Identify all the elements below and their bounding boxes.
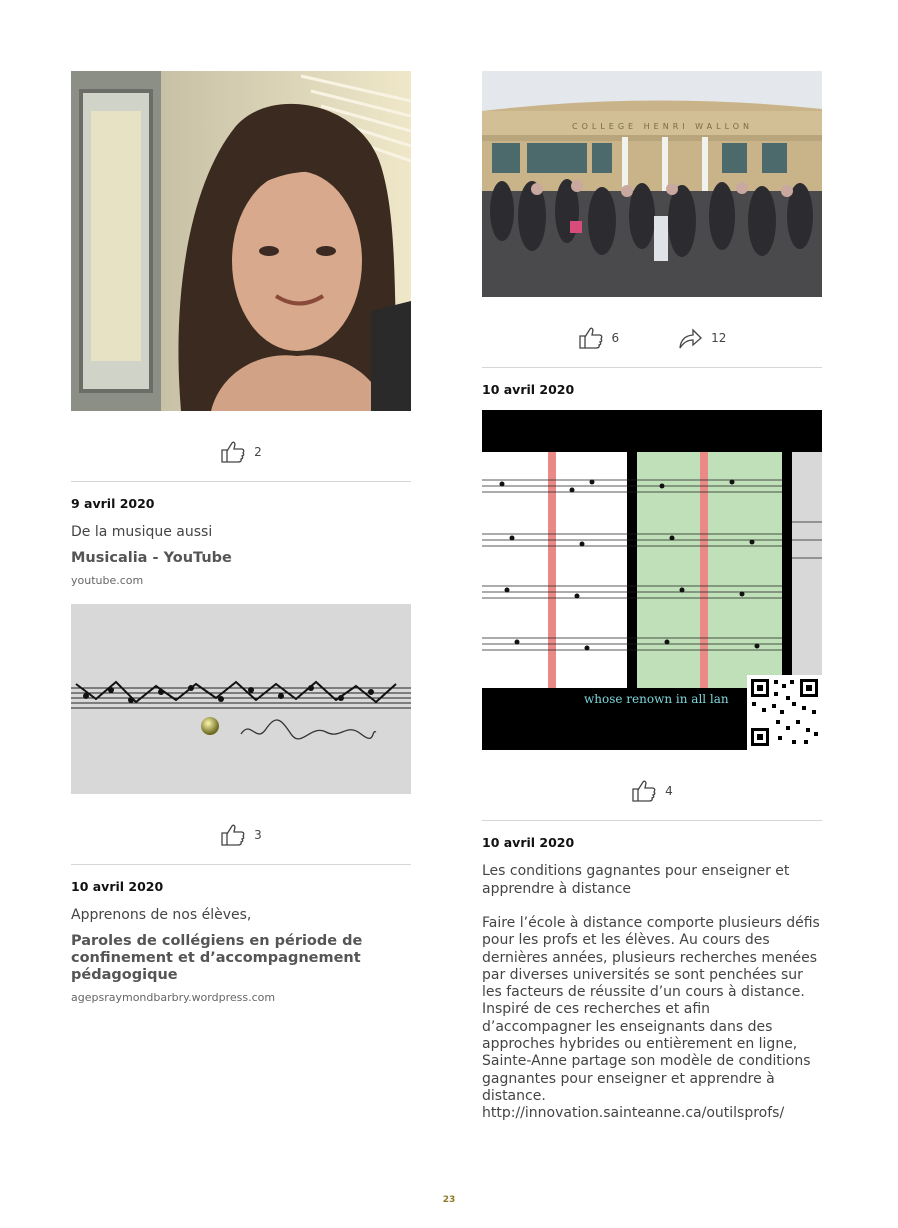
thumbs-up-icon [631,779,657,803]
post-date: 10 avril 2020 [482,382,575,397]
post-url[interactable]: http://innovation.sainteanne.ca/outilsprofs/ [482,1105,785,1122]
building-sign: COLLEGE HENRI WALLON [572,122,754,131]
post-date: 9 avril 2020 [71,496,155,511]
like-button[interactable] [578,326,620,350]
reactions-bar [71,437,411,467]
divider [71,481,411,482]
link-title[interactable]: Musicalia - YouTube [71,550,232,566]
qr-code [747,675,822,750]
like-count: 2 [254,445,262,459]
share-count: 12 [711,331,727,345]
like-count: 6 [611,331,620,345]
like-button[interactable] [631,779,673,803]
post-date: 10 avril 2020 [482,835,575,850]
divider [482,820,822,821]
link-title[interactable]: Paroles de collégiens en période de confinement et d’accompagnement pédagogique [71,933,363,983]
video-subtitle: whose renown in all lan [584,692,729,706]
post-intro: De la musique aussi [71,524,213,540]
divider [71,864,411,865]
portrait-photo[interactable] [71,71,411,411]
reactions-bar [482,776,822,806]
thumbs-up-icon [578,326,604,350]
school-building-illustration [482,71,822,297]
school-photo[interactable] [482,71,822,297]
like-button[interactable] [220,440,262,464]
left-column [71,71,411,1004]
share-arrow-icon [677,326,703,350]
page-number: 23 [442,1195,456,1205]
post-intro: Les conditions gagnantes pour enseigner et apprendre à distance [482,863,790,897]
link-source[interactable]: youtube.com [71,574,144,587]
post-body: Faire l’école à distance comporte plusieurs défis pour les profs et les élèves. Au cours des dernières années, plusieurs recherches menées par diverses universités se sont penchées sur les facteurs de réussite d’un cours à distance. Inspiré de ces recherches et afin d’accompagner les enseignants dans des approches hybrides ou entièrement en ligne, Sainte-Anne partage son modèle de conditions gagnantes pour enseigner et apprendre à distance. [482,915,820,1104]
bach-score-illustration [71,604,411,794]
right-column [482,71,822,1123]
like-count: 3 [254,828,262,842]
portrait-illustration [71,71,411,411]
like-count: 4 [665,784,673,798]
link-source[interactable]: agepsraymondbarbry.wordpress.com [71,991,276,1004]
like-button[interactable] [220,823,262,847]
reactions-bar [71,820,411,850]
music-video-thumbnail[interactable] [71,604,411,794]
post-date: 10 avril 2020 [71,879,164,894]
thumbs-up-icon [220,823,246,847]
score-video-thumbnail[interactable] [482,410,822,750]
divider [482,367,822,368]
post-intro: Apprenons de nos élèves, [71,907,252,923]
thumbs-up-icon [220,440,246,464]
reactions-bar [482,323,822,353]
share-button[interactable] [677,326,726,350]
scrolling-score-illustration [482,410,822,750]
